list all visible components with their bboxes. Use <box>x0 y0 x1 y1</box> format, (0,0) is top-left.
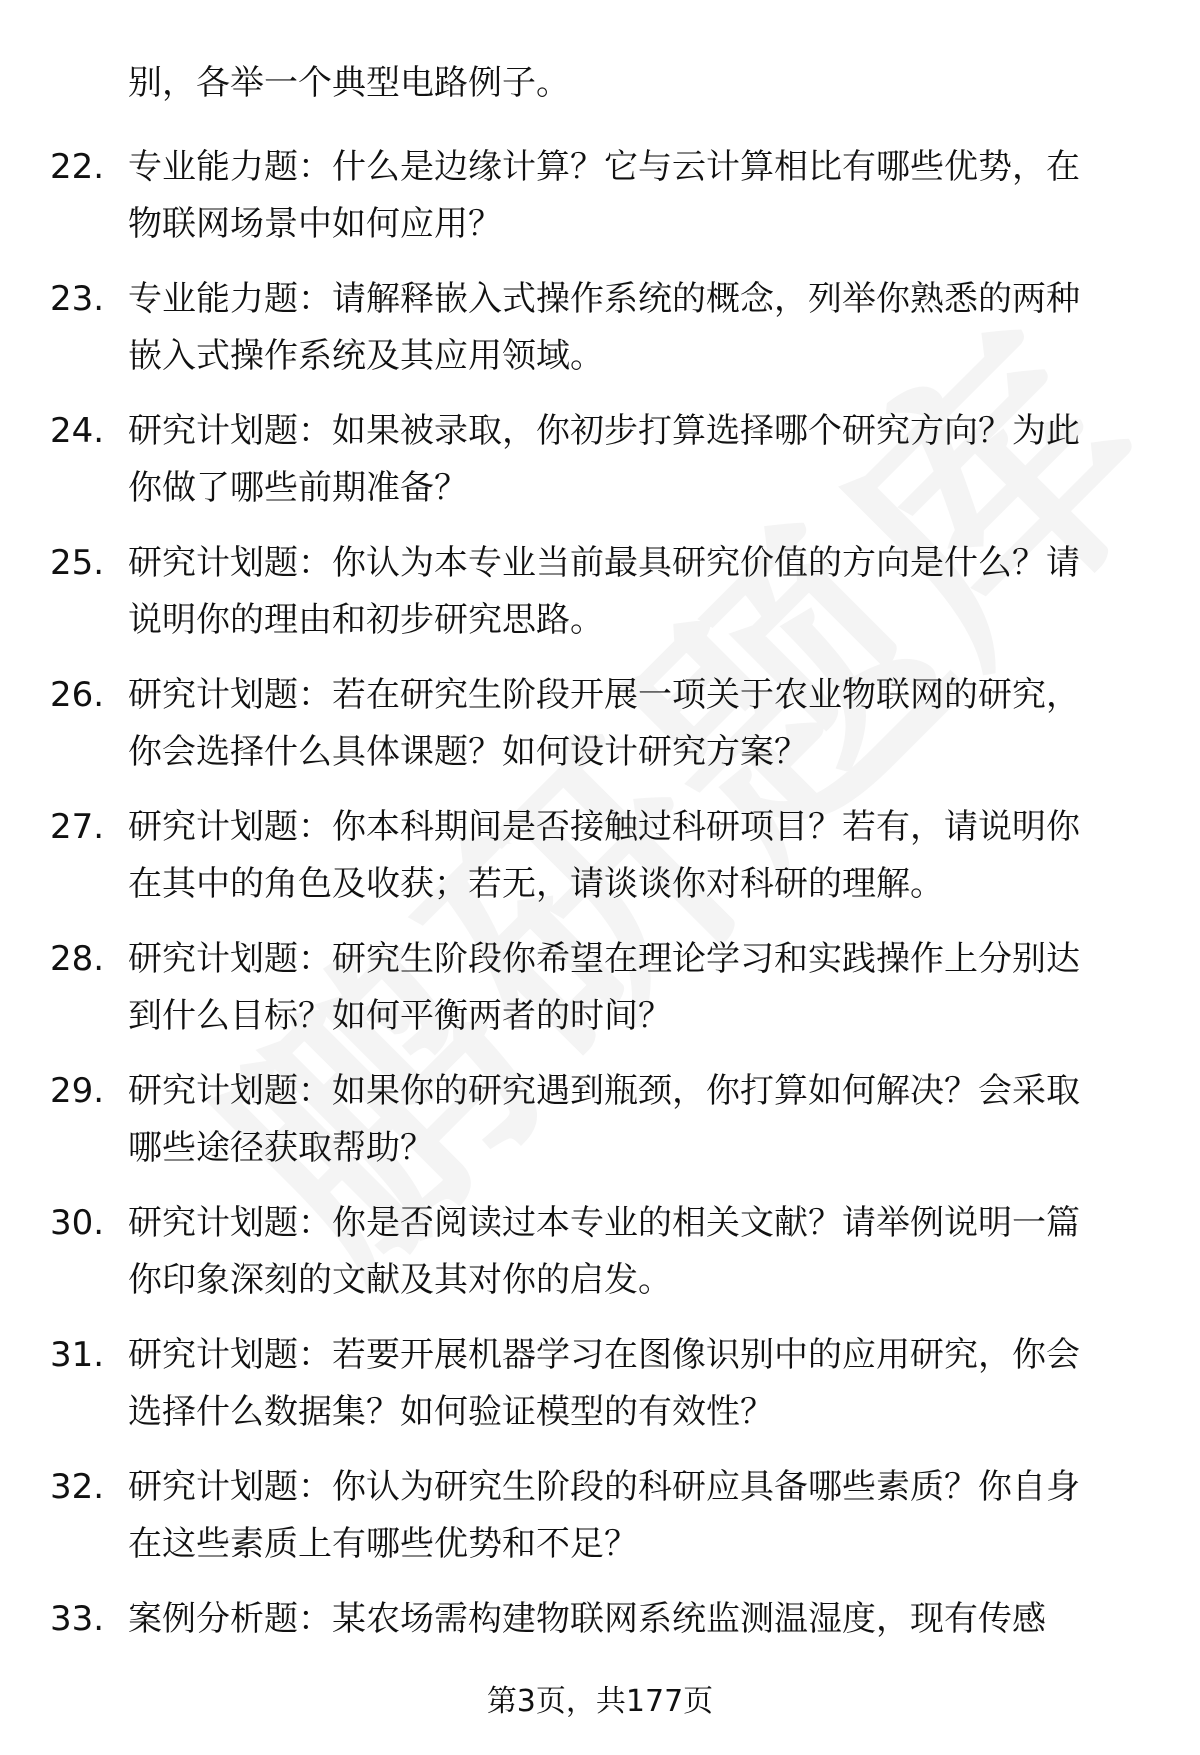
question-number: 23. <box>50 279 105 319</box>
question-item <box>50 1462 1160 1594</box>
question-text-line: 研究计划题：你认为研究生阶段的科研应具备哪些素质？你自身 <box>128 1467 1080 1507</box>
question-text-line: 研究计划题：如果你的研究遇到瓶颈，你打算如何解决？会采取 <box>128 1071 1080 1111</box>
question-number: 25. <box>50 543 105 583</box>
question-text-line: 你印象深刻的文献及其对你的启发。 <box>128 1260 672 1300</box>
question-text-line: 哪些途径获取帮助？ <box>128 1128 434 1168</box>
question-text-line: 研究计划题：若要开展机器学习在图像识别中的应用研究，你会 <box>128 1335 1080 1375</box>
question-item <box>50 1066 1160 1198</box>
question-number: 32. <box>50 1467 105 1507</box>
question-text-line: 物联网场景中如何应用？ <box>128 204 502 244</box>
question-text-line: 你会选择什么具体课题？如何设计研究方案？ <box>128 732 808 772</box>
question-number: 22. <box>50 147 105 187</box>
question-text-line: 研究计划题：你认为本专业当前最具研究价值的方向是什么？请 <box>128 543 1080 583</box>
question-item <box>50 670 1160 802</box>
question-text-line: 你做了哪些前期准备？ <box>128 468 468 508</box>
question-number: 26. <box>50 675 105 715</box>
question-text-line: 在其中的角色及收获；若无，请谈谈你对科研的理解。 <box>128 864 944 904</box>
question-number: 24. <box>50 411 105 451</box>
continuation-line: 别，各举一个典型电路例子。 <box>128 63 570 103</box>
question-list <box>50 142 1160 1726</box>
question-text-line: 专业能力题：请解释嵌入式操作系统的概念，列举你熟悉的两种 <box>128 279 1080 319</box>
page-footer: 第3页，共177页 <box>486 1684 714 1719</box>
question-number: 29. <box>50 1071 105 1111</box>
question-item <box>50 802 1160 934</box>
question-text-line: 嵌入式操作系统及其应用领域。 <box>128 336 604 376</box>
question-text-line: 案例分析题：某农场需构建物联网系统监测温湿度，现有传感 <box>128 1599 1046 1639</box>
question-item <box>50 1198 1160 1330</box>
question-text-line: 研究计划题：你本科期间是否接触过科研项目？若有，请说明你 <box>128 807 1080 847</box>
question-text-line: 在这些素质上有哪些优势和不足？ <box>128 1524 638 1564</box>
question-text-line: 研究计划题：如果被录取，你初步打算选择哪个研究方向？为此 <box>128 411 1080 451</box>
question-number: 31. <box>50 1335 105 1375</box>
question-text-line: 选择什么数据集？如何验证模型的有效性？ <box>128 1392 774 1432</box>
question-item <box>50 274 1160 406</box>
question-item <box>50 538 1160 670</box>
question-item <box>50 406 1160 538</box>
question-number: 27. <box>50 807 105 847</box>
question-number: 30. <box>50 1203 105 1243</box>
question-item <box>50 1330 1160 1462</box>
question-number: 28. <box>50 939 105 979</box>
question-number: 33. <box>50 1599 105 1639</box>
question-text-line: 研究计划题：若在研究生阶段开展一项关于农业物联网的研究， <box>128 675 1080 715</box>
question-text-line: 到什么目标？如何平衡两者的时间？ <box>128 996 672 1036</box>
question-text-line: 研究计划题：研究生阶段你希望在理论学习和实践操作上分别达 <box>128 939 1080 979</box>
question-text-line: 专业能力题：什么是边缘计算？它与云计算相比有哪些优势，在 <box>128 147 1080 187</box>
question-item <box>50 142 1160 274</box>
question-item <box>50 934 1160 1066</box>
question-text-line: 研究计划题：你是否阅读过本专业的相关文献？请举例说明一篇 <box>128 1203 1080 1243</box>
question-text-line: 说明你的理由和初步研究思路。 <box>128 600 604 640</box>
